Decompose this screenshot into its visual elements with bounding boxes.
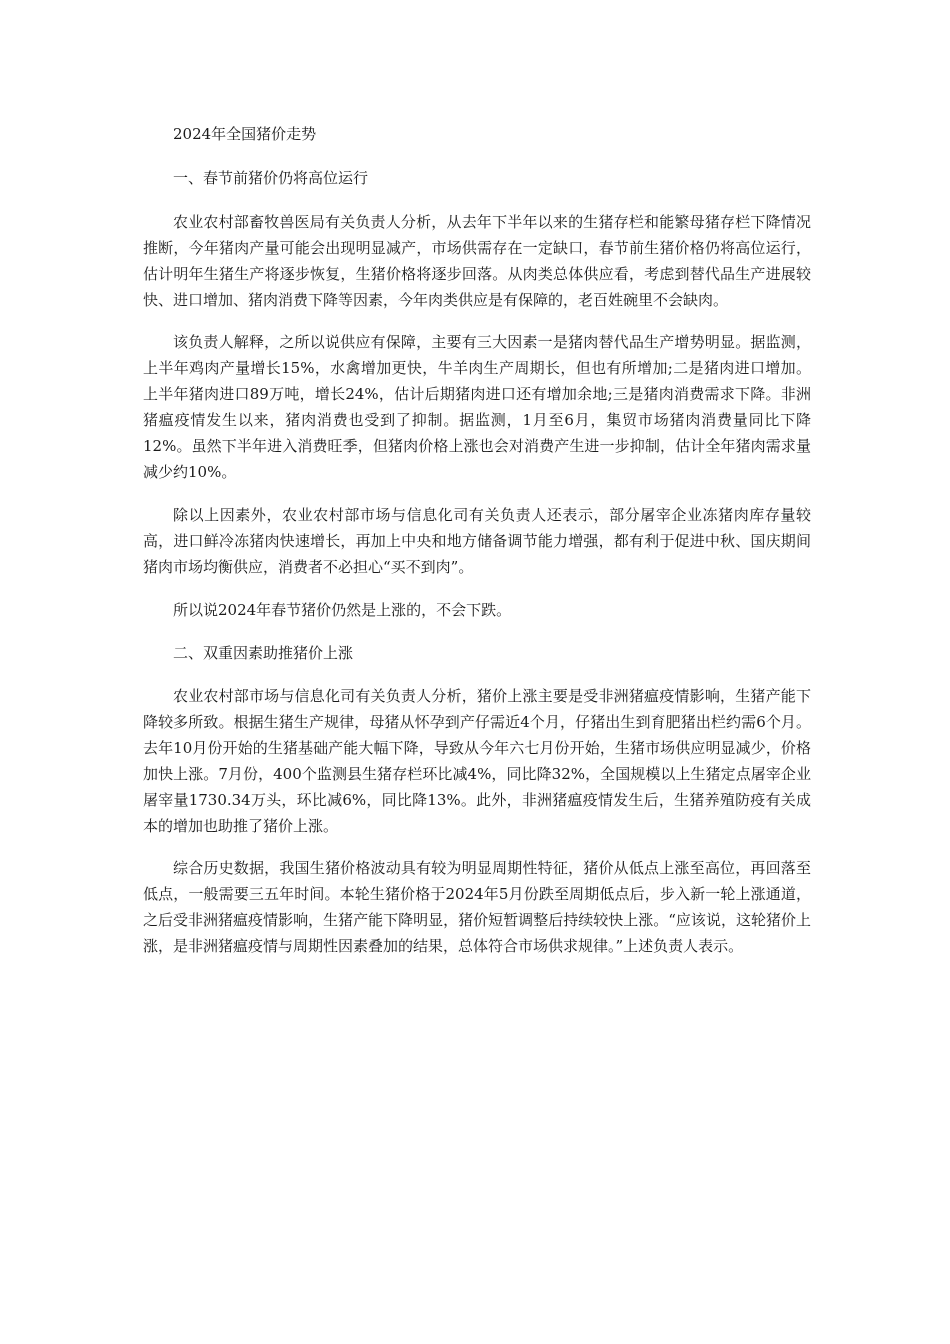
section-heading-1: 一、春节前猪价仍将高位运行 bbox=[173, 169, 369, 187]
paragraph-6: 综合历史数据，我国生猪价格波动具有较为明显周期性特征，猪价从低点上涨至高位，再回落至低点，一般需要三五年时间。本轮生猪价格于2024年5月份跌至周期低点后，步入新一轮上涨通道，之后受非洲猪瘟疫情影响，生猪产能下降明显，猪价短暂调整后持续较快上涨。“应该说，这轮猪价上涨，是非洲猪瘟疫情与周期性因素叠加的结果，总体符合市场供求规律。”上述负责人表示。 bbox=[143, 859, 811, 955]
paragraph-3: 除以上因素外，农业农村部市场与信息化司有关负责人还表示，部分屠宰企业冻猪肉库存量较高，进口鲜冷冻猪肉快速增长，再加上中央和地方储备调节能力增强，都有利于促进中秋、国庆期间猪肉市场均衡供应，消费者不必担心“买不到肉”。 bbox=[143, 506, 811, 576]
spacer bbox=[143, 191, 811, 209]
section-heading-2: 二、双重因素助推猪价上涨 bbox=[173, 644, 354, 662]
spacer bbox=[143, 839, 811, 855]
spacer bbox=[143, 623, 811, 640]
spacer bbox=[143, 580, 811, 597]
spacer bbox=[143, 485, 811, 502]
document-title: 2024年全国猪价走势 bbox=[173, 125, 317, 143]
spacer bbox=[143, 147, 811, 165]
paragraph-1: 农业农村部畜牧兽医局有关负责人分析，从去年下半年以来的生猪存栏和能繁母猪存栏下降情况推断，今年猪肉产量可能会出现明显减产，市场供需存在一定缺口，春节前生猪价格仍将高位运行，估计明年生猪生产将逐步恢复，生猪价格将逐步回落。从肉类总体供应看，考虑到替代品生产进展较快、进口增加、猪肉消费下降等因素，今年肉类供应是有保障的，老百姓碗里不会缺肉。 bbox=[143, 213, 811, 309]
paragraph-5: 农业农村部市场与信息化司有关负责人分析，猪价上涨主要是受非洲猪瘟疫情影响，生猪产能下降较多所致。根据生猪生产规律，母猪从怀孕到产仔需近4个月，仔猪出生到育肥猪出栏约需6个月。去年10月份开始的生猪基础产能大幅下降，导致从今年六七月份开始，生猪市场供应明显减少，价格加快上涨。7月份，400个监测县生猪存栏环比减4%，同比降32%，全国规模以上生猪定点屠宰企业屠宰量1730.34万头，环比减6%，同比降13%。此外，非洲猪瘟疫情发生后，生猪养殖防疫有关成本的增加也助推了猪价上涨。 bbox=[143, 687, 811, 835]
document-page bbox=[143, 121, 811, 959]
spacer bbox=[143, 313, 811, 329]
paragraph-2: 该负责人解释，之所以说供应有保障，主要有三大因素一是猪肉替代品生产增势明显。据监测，上半年鸡肉产量增长15%，水禽增加更快，牛羊肉生产周期长，但也有所增加;二是猪肉进口增加。上半年猪肉进口89万吨，增长24%，估计后期猪肉进口还有增加余地;三是猪肉消费需求下降。非洲猪瘟疫情发生以来，猪肉消费也受到了抑制。据监测，1月至6月，集贸市场猪肉消费量同比下降12%。虽然下半年进入消费旺季，但猪肉价格上涨也会对消费产生进一步抑制，估计全年猪肉需求量减少约10%。 bbox=[143, 333, 811, 481]
spacer bbox=[143, 666, 811, 683]
paragraph-4: 所以说2024年春节猪价仍然是上涨的，不会下跌。 bbox=[173, 601, 512, 619]
